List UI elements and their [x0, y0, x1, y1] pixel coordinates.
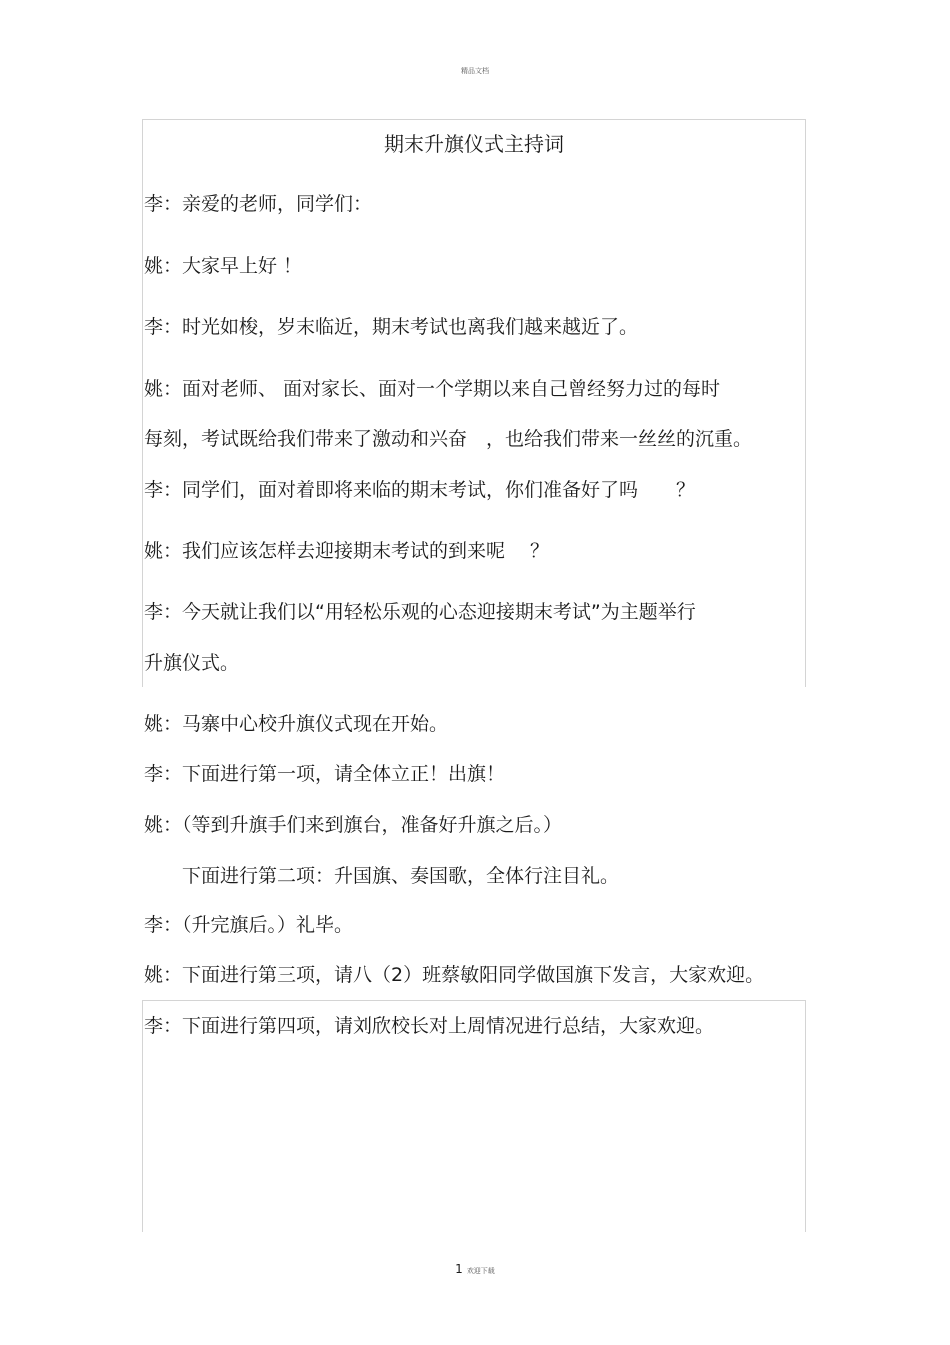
dialogue-line: 姚：我们应该怎样去迎接期末考试的到来呢 ？: [144, 540, 550, 562]
dialogue-line: 李：（升完旗后。）礼毕。: [144, 914, 354, 936]
dialogue-line: 李：今天就让我们以“用轻松乐观的心态迎接期末考试”为主题举行: [144, 601, 696, 623]
dialogue-line: 李：同学们，面对着即将来临的期末考试，你们准备好了吗 ？: [144, 479, 696, 501]
page-footer: [0, 1262, 950, 1276]
dialogue-line: 升旗仪式。: [144, 652, 240, 674]
dialogue-line: 李：时光如梭，岁末临近，期末考试也离我们越来越近了。: [144, 316, 639, 338]
dialogue-line: 姚：马寨中心校升旗仪式现在开始。: [144, 713, 449, 735]
dialogue-line: 姚：大家早上好 ！: [144, 255, 303, 277]
header-watermark: 精品文档: [461, 67, 489, 75]
dialogue-line: 姚：面对老师、 面对家长、面对一个学期以来自己曾经努力过的每时: [144, 378, 721, 400]
footer-note: 欢迎下载: [466, 1267, 495, 1275]
dialogue-line: 姚：（等到升旗手们来到旗台，准备好升旗之后。）: [144, 814, 563, 836]
page-number: 1: [455, 1262, 463, 1276]
document-title: 期末升旗仪式主持词: [384, 132, 564, 156]
dialogue-line: 李：下面进行第一项，请全体立正！出旗！: [144, 763, 506, 785]
dialogue-line: 姚：下面进行第三项，请八（2）班蔡敏阳同学做国旗下发言，大家欢迎。: [144, 964, 765, 986]
dialogue-line: 李：亲爱的老师，同学们：: [144, 193, 373, 215]
dialogue-line: 下面进行第二项：升国旗、奏国歌，全体行注目礼。: [144, 865, 620, 887]
dialogue-line: 每刻，考试既给我们带来了激动和兴奋 ，也给我们带来一丝丝的沉重。: [144, 428, 753, 450]
dialogue-line: 李：下面进行第四项，请刘欣校长对上周情况进行总结，大家欢迎。: [144, 1015, 715, 1037]
